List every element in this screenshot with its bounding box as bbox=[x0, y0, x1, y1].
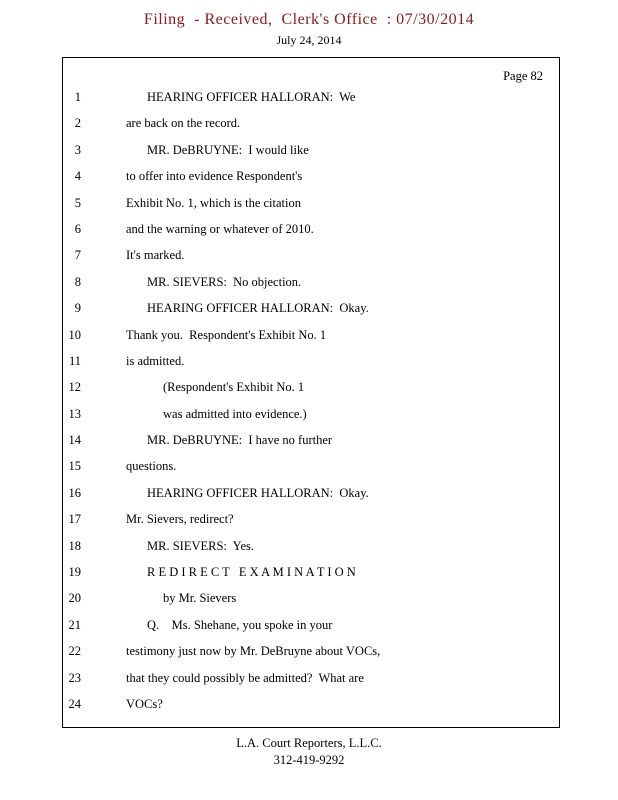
line-number: 3 bbox=[74, 142, 81, 157]
line-number: 9 bbox=[74, 301, 81, 316]
line-number: 15 bbox=[68, 459, 81, 474]
line-text: Thank you. Respondent's Exhibit No. 1 bbox=[126, 327, 327, 342]
line-number: 22 bbox=[68, 644, 81, 659]
transcript-page-border bbox=[62, 57, 560, 728]
line-text: HEARING OFFICER HALLORAN: Okay. bbox=[147, 301, 369, 316]
line-number: 13 bbox=[68, 406, 81, 421]
transcript-line bbox=[63, 137, 559, 163]
line-number: 6 bbox=[74, 221, 81, 236]
line-text: (Respondent's Exhibit No. 1 bbox=[163, 380, 305, 395]
reporter-phone: 312-419-9292 bbox=[273, 753, 345, 767]
filing-stamp: Filing - Received, Clerk's Office : 07/30/2014 bbox=[143, 11, 475, 28]
line-number: 4 bbox=[74, 169, 81, 184]
line-text: HEARING OFFICER HALLORAN: We bbox=[147, 90, 356, 104]
transcript-line bbox=[63, 453, 559, 479]
line-text: to offer into evidence Respondent's bbox=[126, 169, 303, 184]
line-number: 14 bbox=[68, 433, 81, 448]
line-number: 23 bbox=[68, 670, 81, 685]
line-number: 1 bbox=[74, 90, 81, 104]
transcript-line bbox=[63, 242, 559, 268]
line-number: 11 bbox=[68, 353, 81, 368]
line-number: 17 bbox=[68, 512, 81, 527]
line-text: and the warning or whatever of 2010. bbox=[126, 221, 314, 236]
transcript-line bbox=[63, 585, 559, 611]
transcript-line bbox=[63, 216, 559, 242]
line-text: questions. bbox=[126, 459, 177, 474]
line-number: 2 bbox=[74, 116, 81, 131]
line-text: Exhibit No. 1, which is the citation bbox=[126, 195, 301, 210]
transcript-line bbox=[63, 84, 559, 110]
transcript-line bbox=[63, 190, 559, 216]
transcript-line bbox=[63, 295, 559, 321]
reporter-company: L.A. Court Reporters, L.L.C. bbox=[236, 736, 382, 750]
transcript-line bbox=[63, 427, 559, 453]
transcript-line bbox=[63, 691, 559, 717]
transcript-line bbox=[63, 533, 559, 559]
line-text: that they could possibly be admitted? What are bbox=[126, 670, 364, 685]
transcript-line bbox=[63, 559, 559, 585]
line-number: 10 bbox=[68, 327, 81, 342]
line-number: 21 bbox=[68, 617, 81, 632]
line-text: are back on the record. bbox=[126, 116, 241, 131]
line-text: testimony just now by Mr. DeBruyne about VOCs, bbox=[126, 644, 381, 659]
transcript-line bbox=[63, 612, 559, 638]
line-text: by Mr. Sievers bbox=[163, 591, 237, 606]
hearing-date: July 24, 2014 bbox=[276, 33, 342, 47]
page-number-label: Page 82 bbox=[503, 69, 543, 83]
line-text: was admitted into evidence.) bbox=[163, 406, 307, 421]
line-number: 12 bbox=[68, 380, 81, 395]
line-text: It's marked. bbox=[126, 248, 185, 263]
transcript-lines bbox=[63, 84, 559, 717]
transcript-line bbox=[63, 322, 559, 348]
line-number: 16 bbox=[68, 485, 81, 500]
transcript-line bbox=[63, 401, 559, 427]
reporter-footer bbox=[0, 736, 618, 768]
line-text: MR. SIEVERS: Yes. bbox=[147, 538, 254, 553]
line-number: 20 bbox=[68, 591, 81, 606]
transcript-line bbox=[63, 480, 559, 506]
transcript-line bbox=[63, 110, 559, 136]
transcript-line bbox=[63, 348, 559, 374]
line-number: 8 bbox=[74, 274, 81, 289]
line-text: R E D I R E C T E X A M I N A T I O N bbox=[147, 565, 356, 580]
transcript-line bbox=[63, 638, 559, 664]
transcript-line bbox=[63, 665, 559, 691]
line-text: VOCs? bbox=[126, 696, 163, 711]
transcript-line bbox=[63, 506, 559, 532]
line-text: MR. SIEVERS: No objection. bbox=[147, 274, 302, 289]
line-number: 19 bbox=[68, 565, 81, 580]
line-text: HEARING OFFICER HALLORAN: Okay. bbox=[147, 485, 369, 500]
transcript-line bbox=[63, 269, 559, 295]
line-number: 5 bbox=[74, 195, 81, 210]
line-text: Mr. Sievers, redirect? bbox=[126, 512, 234, 527]
line-text: MR. DeBRUYNE: I would like bbox=[147, 142, 309, 157]
line-number: 24 bbox=[68, 696, 81, 711]
line-number: 7 bbox=[74, 248, 81, 263]
line-text: Q. Ms. Shehane, you spoke in your bbox=[147, 617, 333, 632]
line-text: is admitted. bbox=[126, 353, 185, 368]
line-number: 18 bbox=[68, 538, 81, 553]
transcript-line bbox=[63, 163, 559, 189]
line-text: MR. DeBRUYNE: I have no further bbox=[147, 433, 333, 448]
transcript-line bbox=[63, 374, 559, 400]
